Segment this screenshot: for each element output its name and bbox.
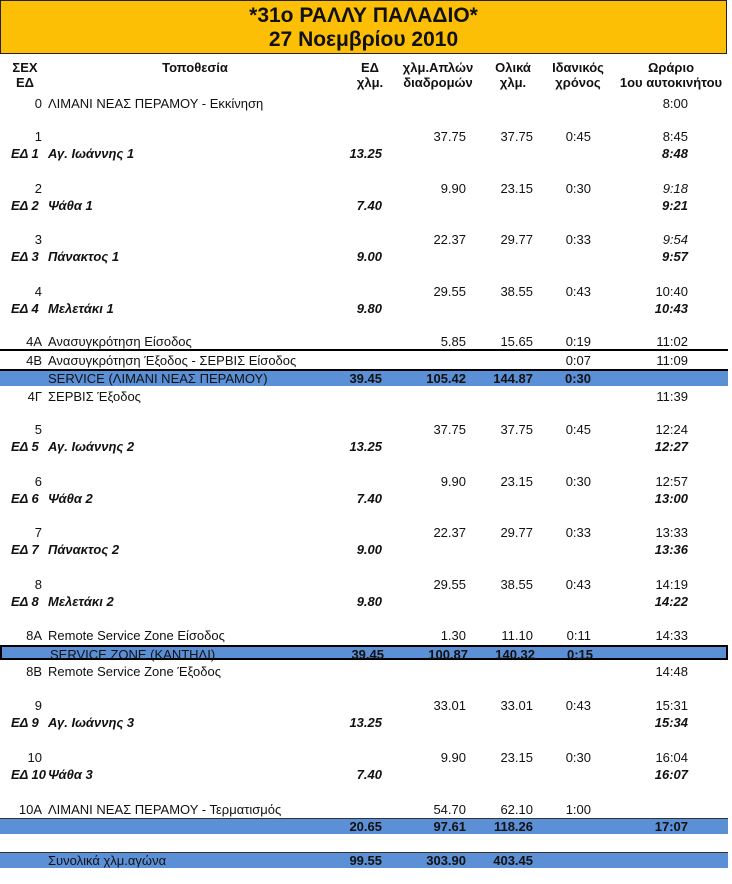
- stage-code: ΕΔ 1: [11, 146, 39, 161]
- tc-total-km: 23.15: [500, 750, 533, 765]
- summary-ideal-time: 0:30: [564, 371, 591, 386]
- time-control-row: [0, 663, 728, 680]
- summary-total-km: 118.26: [493, 819, 533, 834]
- tc-location: ΣΕΡΒΙΣ Έξοδος: [48, 389, 141, 404]
- rally-title: *31ο ΡΑΛΛΥ ΠΑΛΑΔΙΟ*: [249, 4, 478, 27]
- tc-liaison-km: 5.85: [440, 334, 466, 349]
- stage-start-time: 14:22: [654, 594, 688, 609]
- stage-row: [0, 593, 728, 610]
- tc-code: 2: [34, 181, 42, 196]
- tc-total-km: 33.01: [500, 698, 533, 713]
- stage-location: Πάνακτος 2: [48, 542, 120, 557]
- tc-total-km: 62.10: [500, 802, 533, 817]
- tc-code: 1: [34, 129, 42, 144]
- summary-liaison-km: 97.61: [433, 819, 466, 834]
- tc-code: 10Α: [18, 802, 42, 817]
- time-control-row: [0, 473, 728, 490]
- tc-location: Remote Service Zone Έξοδος: [48, 664, 221, 679]
- stage-code: ΕΔ 3: [11, 249, 39, 264]
- tc-code: 4Α: [26, 334, 42, 349]
- stage-row: [0, 438, 728, 455]
- tc-time: 11:02: [656, 334, 688, 349]
- stage-row: [0, 145, 728, 162]
- stage-code: ΕΔ 5: [11, 439, 39, 454]
- col-header-total: Ολικά χλμ.: [495, 60, 531, 90]
- row-divider: [0, 369, 728, 371]
- stage-km: 7.40: [356, 767, 382, 782]
- stage-row: [0, 766, 728, 783]
- tc-liaison-km: 22.37: [433, 525, 466, 540]
- tc-liaison-km: 9.90: [440, 474, 466, 489]
- tc-time: 12:24: [655, 422, 688, 437]
- time-control-row: [0, 576, 728, 593]
- rally-date: 27 Νοεμβρίου 2010: [268, 28, 459, 51]
- tc-code: 8Β: [26, 664, 42, 679]
- stage-row: [0, 197, 728, 214]
- tc-ideal-time: 0:43: [565, 698, 591, 713]
- summary-time: 17:07: [654, 819, 688, 834]
- stage-start-time: 12:27: [654, 439, 688, 454]
- tc-code: 4Γ: [27, 389, 42, 404]
- stage-row: [0, 248, 728, 265]
- summary-total-km: 403.45: [493, 853, 533, 868]
- tc-ideal-time: 0:30: [565, 750, 591, 765]
- tc-code: 7: [34, 525, 42, 540]
- row-divider: [0, 349, 728, 351]
- stage-row: [0, 541, 728, 558]
- tc-code: 6: [34, 474, 42, 489]
- rally-title-banner: [0, 0, 727, 54]
- time-control-row: [0, 627, 728, 644]
- time-control-row: [0, 801, 728, 818]
- summary-ed-km: 39.45: [349, 371, 382, 386]
- tc-code: 0: [34, 96, 42, 111]
- tc-time: 14:33: [655, 628, 688, 643]
- tc-liaison-km: 37.75: [433, 422, 466, 437]
- stage-km: 7.40: [356, 491, 382, 506]
- stage-row: [0, 490, 728, 507]
- time-control-row: [0, 352, 728, 369]
- tc-code: 8Α: [26, 628, 42, 643]
- tc-liaison-km: 33.01: [433, 698, 466, 713]
- summary-ed-km: 99.55: [349, 853, 382, 868]
- stage-code: ΕΔ 6: [11, 491, 39, 506]
- summary-label: SERVICE ZONE (ΚΑΝΤΗΛΙ): [50, 647, 216, 662]
- tc-total-km: 15.65: [500, 334, 533, 349]
- stage-location: Αγ. Ιωάννης 2: [48, 439, 135, 454]
- tc-ideal-time: 0:07: [565, 353, 591, 368]
- time-control-row: [0, 388, 728, 405]
- tc-location: ΛΙΜΑΝΙ ΝΕΑΣ ΠΕΡΑΜΟΥ - Εκκίνηση: [48, 96, 264, 111]
- stage-start-time: 8:48: [661, 146, 688, 161]
- tc-code: 3: [34, 232, 42, 247]
- tc-time: 13:33: [655, 525, 688, 540]
- tc-total-km: 29.77: [500, 232, 533, 247]
- tc-total-km: 23.15: [500, 474, 533, 489]
- tc-ideal-time: 0:33: [565, 232, 591, 247]
- stage-location: Πάνακτος 1: [48, 249, 120, 264]
- stage-km: 13.25: [349, 439, 382, 454]
- col-header-sex: ΣΕΧ ΕΔ: [12, 60, 38, 90]
- tc-ideal-time: 0:30: [565, 474, 591, 489]
- tc-time: 8:45: [662, 129, 688, 144]
- tc-ideal-time: 0:43: [565, 577, 591, 592]
- tc-location: ΛΙΜΑΝΙ ΝΕΑΣ ΠΕΡΑΜΟΥ - Τερματισμός: [48, 802, 282, 817]
- stage-row: [0, 714, 728, 731]
- tc-time: 10:40: [655, 284, 688, 299]
- summary-row: [0, 818, 728, 834]
- stage-start-time: 15:34: [654, 715, 688, 730]
- tc-ideal-time: 0:45: [565, 422, 591, 437]
- time-control-row: [0, 283, 728, 300]
- tc-code: 9: [34, 698, 42, 713]
- time-control-row: [0, 749, 728, 766]
- stage-km: 9.80: [356, 301, 382, 316]
- tc-liaison-km: 29.55: [433, 577, 466, 592]
- stage-start-time: 10:43: [654, 301, 688, 316]
- tc-liaison-km: 37.75: [433, 129, 466, 144]
- tc-liaison-km: 9.90: [440, 181, 466, 196]
- tc-ideal-time: 0:30: [565, 181, 591, 196]
- time-control-row: [0, 128, 728, 145]
- stage-location: Μελετάκι 1: [48, 301, 114, 316]
- summary-total-km: 140.32: [495, 647, 535, 662]
- stage-code: ΕΔ 10: [11, 767, 46, 782]
- tc-time: 9:54: [662, 232, 688, 247]
- tc-code: 10: [27, 750, 42, 765]
- tc-code: 4: [34, 284, 42, 299]
- stage-start-time: 13:00: [654, 491, 688, 506]
- tc-time: 8:00: [662, 96, 688, 111]
- time-control-row: [0, 421, 728, 438]
- stage-code: ΕΔ 2: [11, 198, 39, 213]
- stage-code: ΕΔ 8: [11, 594, 39, 609]
- col-header-location: Τοποθεσία: [162, 60, 228, 75]
- tc-liaison-km: 54.70: [433, 802, 466, 817]
- stage-location: Ψάθα 2: [48, 491, 93, 506]
- summary-label: SERVICE (ΛΙΜΑΝΙ ΝΕΑΣ ΠΕΡΑΜΟΥ): [48, 371, 268, 386]
- summary-ed-km: 39.45: [351, 647, 384, 662]
- tc-ideal-time: 0:33: [565, 525, 591, 540]
- stage-km: 9.00: [356, 542, 382, 557]
- stage-start-time: 9:21: [661, 198, 688, 213]
- tc-code: 4Β: [26, 353, 42, 368]
- stage-location: Μελετάκι 2: [48, 594, 114, 609]
- stage-km: 9.00: [356, 249, 382, 264]
- summary-liaison-km: 105.42: [426, 371, 466, 386]
- col-header-ideal: Ιδανικός χρόνος: [552, 60, 604, 90]
- tc-total-km: 11.10: [501, 628, 533, 643]
- tc-total-km: 29.77: [500, 525, 533, 540]
- stage-start-time: 9:57: [661, 249, 688, 264]
- tc-time: 16:04: [655, 750, 688, 765]
- tc-location: Ανασυγκρότηση Έξοδος - ΣΕΡΒΙΣ Είσοδος: [48, 353, 297, 368]
- col-header-ed-km: ΕΔ χλμ.: [356, 60, 384, 90]
- tc-time: 15:31: [655, 698, 688, 713]
- time-control-row: [0, 180, 728, 197]
- tc-liaison-km: 29.55: [433, 284, 466, 299]
- summary-label: Συνολικά χλμ.αγώνα: [48, 853, 167, 868]
- tc-ideal-time: 0:43: [565, 284, 591, 299]
- time-control-row: [0, 95, 728, 112]
- summary-ideal-time: 0:15: [566, 647, 593, 662]
- tc-total-km: 38.55: [500, 577, 533, 592]
- stage-code: ΕΔ 4: [11, 301, 39, 316]
- time-control-row: [0, 524, 728, 541]
- time-control-row: [0, 697, 728, 714]
- stage-km: 9.80: [356, 594, 382, 609]
- stage-km: 13.25: [349, 146, 382, 161]
- stage-km: 7.40: [356, 198, 382, 213]
- summary-row: [0, 852, 728, 868]
- tc-code: 5: [34, 422, 42, 437]
- tc-liaison-km: 22.37: [433, 232, 466, 247]
- tc-ideal-time: 0:19: [565, 334, 591, 349]
- tc-ideal-time: 0:11: [566, 628, 591, 643]
- stage-start-time: 16:07: [654, 767, 688, 782]
- stage-code: ΕΔ 9: [11, 715, 39, 730]
- tc-ideal-time: 1:00: [565, 802, 591, 817]
- tc-ideal-time: 0:45: [565, 129, 591, 144]
- tc-total-km: 38.55: [500, 284, 533, 299]
- stage-location: Ψάθα 3: [48, 767, 93, 782]
- tc-time: 11:09: [656, 353, 688, 368]
- col-header-liaison: χλμ.Απλών διαδρομών: [402, 60, 474, 90]
- stage-km: 13.25: [349, 715, 382, 730]
- summary-row: [0, 645, 728, 660]
- tc-time: 14:48: [655, 664, 688, 679]
- summary-total-km: 144.87: [493, 371, 533, 386]
- tc-location: Ανασυγκρότηση Είσοδος: [48, 334, 192, 349]
- summary-row: [0, 370, 728, 386]
- tc-liaison-km: 9.90: [440, 750, 466, 765]
- tc-total-km: 37.75: [500, 422, 533, 437]
- tc-liaison-km: 1.30: [440, 628, 466, 643]
- stage-location: Αγ. Ιωάννης 3: [48, 715, 135, 730]
- stage-start-time: 13:36: [654, 542, 688, 557]
- time-control-row: [0, 333, 728, 350]
- tc-total-km: 23.15: [500, 181, 533, 196]
- col-header-schedule: Ωράριο 1ου αυτοκινήτου: [619, 60, 723, 90]
- tc-location: Remote Service Zone Είσοδος: [48, 628, 225, 643]
- time-control-row: [0, 231, 728, 248]
- stage-location: Ψάθα 1: [48, 198, 93, 213]
- stage-row: [0, 300, 728, 317]
- tc-time: 12:57: [655, 474, 688, 489]
- summary-liaison-km: 100.87: [428, 647, 468, 662]
- summary-liaison-km: 303.90: [426, 853, 466, 868]
- tc-time: 11:39: [656, 389, 688, 404]
- tc-time: 14:19: [655, 577, 688, 592]
- tc-total-km: 37.75: [500, 129, 533, 144]
- tc-code: 8: [34, 577, 42, 592]
- stage-code: ΕΔ 7: [11, 542, 39, 557]
- stage-location: Αγ. Ιωάννης 1: [48, 146, 135, 161]
- summary-ed-km: 20.65: [349, 819, 382, 834]
- tc-time: 9:18: [662, 181, 688, 196]
